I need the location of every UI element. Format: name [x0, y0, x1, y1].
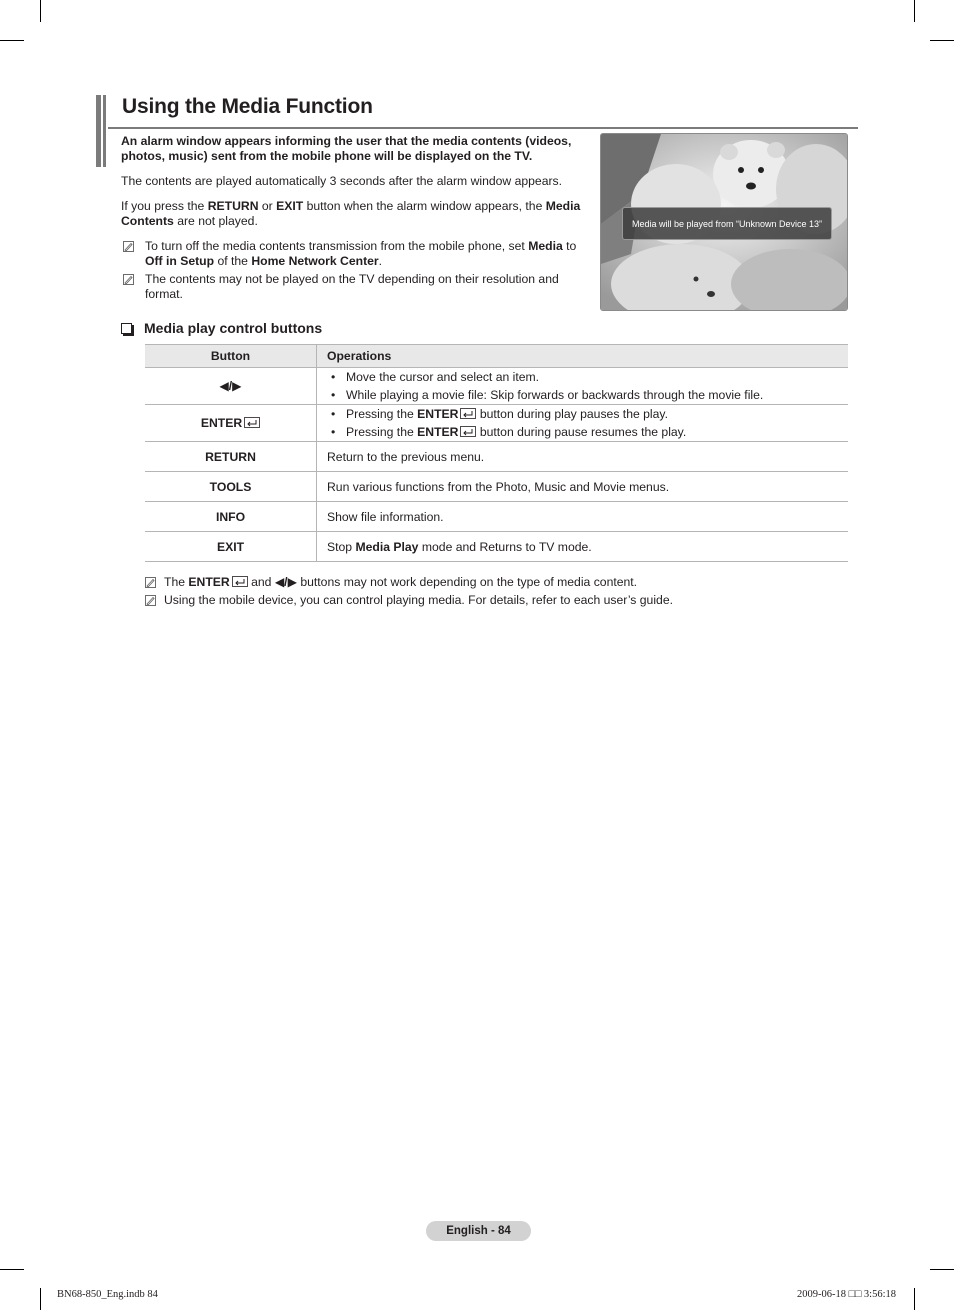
crop-mark: [40, 0, 41, 22]
tv-screen-image: [600, 133, 848, 311]
note-icon: [145, 595, 156, 606]
note-item: Using the mobile device, you can control playing media. For details, refer to each user’s guide.: [145, 591, 845, 609]
crop-mark: [40, 1288, 41, 1310]
crop-mark: [0, 1269, 24, 1270]
page-title: Using the Media Function: [122, 95, 373, 118]
button-cell: RETURN: [145, 442, 317, 472]
table-row: [145, 502, 848, 532]
intro-return-paragraph: If you press the RETURN or EXIT button when the alarm window appears, the Media Contents are not played.: [121, 199, 581, 228]
table-row: [145, 368, 848, 405]
checkbox-bullet-icon: [121, 323, 132, 334]
list-item: • Pressing the ENTER button during play pauses the play.: [327, 405, 848, 423]
operation-cell: Run various functions from the Photo, Music and Movie menus.: [317, 472, 849, 502]
note-icon: [145, 577, 156, 588]
crop-mark: [914, 1288, 915, 1310]
crop-mark: [930, 1269, 954, 1270]
button-cell: EXIT: [145, 532, 317, 562]
table-row: [145, 405, 848, 442]
section-heading: Media play control buttons: [121, 320, 322, 336]
note-icon: [123, 241, 134, 252]
operation-cell: Return to the previous menu.: [317, 442, 849, 472]
control-buttons-table: [145, 344, 848, 562]
intro-lead: An alarm window appears informing the user that the media contents (videos, photos, music) sent from the mobile phone will be displayed on the TV.: [121, 134, 572, 163]
button-cell: TOOLS: [145, 472, 317, 502]
table-header-operations: Operations: [317, 345, 849, 368]
intro-section: [121, 134, 591, 302]
operation-cell: Show file information.: [317, 502, 849, 532]
list-item: • Pressing the ENTER button during pause resumes the play.: [327, 423, 848, 441]
button-cell: ENTER: [145, 405, 317, 442]
list-item: • Move the cursor and select an item.: [327, 368, 848, 386]
crop-mark: [914, 0, 915, 22]
table-header-row: [145, 345, 848, 368]
operation-cell: [317, 405, 849, 442]
table-row: [145, 442, 848, 472]
operation-cell: Stop Media Play mode and Returns to TV mode.: [317, 532, 849, 562]
button-cell: INFO: [145, 502, 317, 532]
print-slug-timestamp: 2009-06-18 □□ 3:56:18: [797, 1289, 897, 1300]
alarm-popup: Media will be played from “Unknown Device 13”: [622, 207, 832, 240]
page-number-badge: English - 84: [426, 1221, 531, 1241]
table-row: [145, 472, 848, 502]
button-cell: ◀/▶: [145, 368, 317, 405]
footer-notes: [145, 573, 845, 609]
note-item: The ENTER and ◀/▶ buttons may not work depending on the type of media content.: [145, 573, 845, 591]
enter-icon: [244, 417, 260, 428]
table-header-button: Button: [145, 345, 317, 368]
enter-icon: [232, 576, 248, 587]
note-item: To turn off the media contents transmission from the mobile phone, set Media to Off in Setup of the Home Network Center.: [121, 239, 591, 269]
print-slug-file: BN68-850_Eng.indb 84: [57, 1289, 158, 1300]
note-item: The contents may not be played on the TV depending on their resolution and format.: [121, 272, 591, 302]
list-item: • While playing a movie file: Skip forwards or backwards through the movie file.: [327, 386, 848, 404]
table-row: [145, 532, 848, 562]
crop-mark: [930, 40, 954, 41]
title-rule: [108, 127, 858, 129]
enter-icon: [460, 426, 476, 437]
note-icon: [123, 274, 134, 285]
intro-auto-play: The contents are played automatically 3 seconds after the alarm window appears.: [121, 174, 563, 188]
crop-mark: [0, 40, 24, 41]
enter-icon: [460, 408, 476, 419]
operation-cell: [317, 368, 849, 405]
